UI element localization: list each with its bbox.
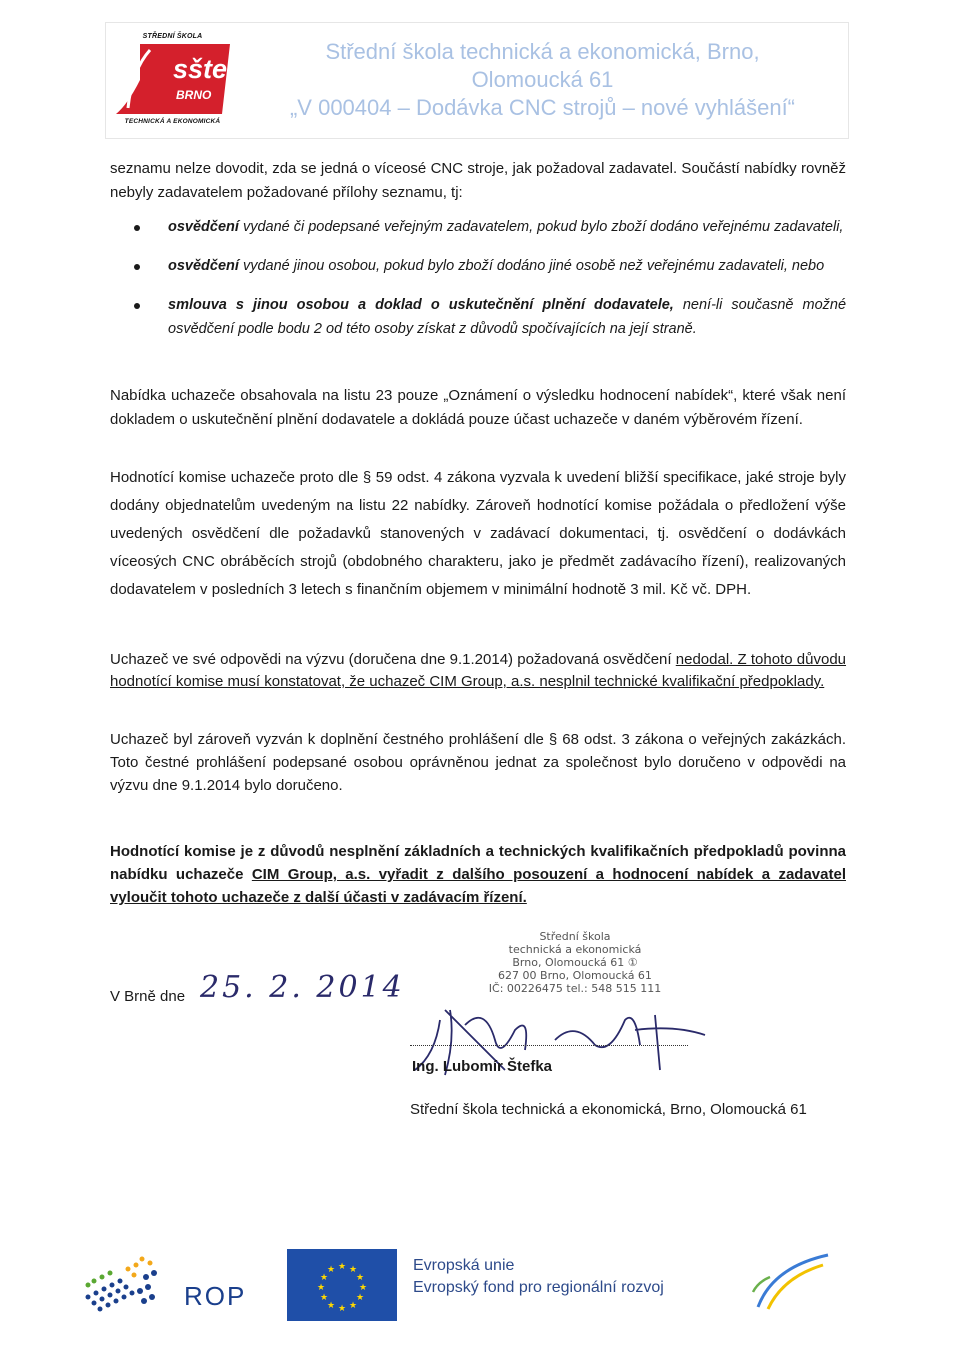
school-stamp (480, 930, 670, 995)
bullet-bold: osvědčení (168, 219, 239, 235)
logo-city-text: BRNO (176, 88, 212, 102)
bullet-bold: osvědčení (168, 258, 239, 274)
svg-text:★: ★ (358, 1283, 368, 1293)
school-logo (110, 30, 235, 130)
svg-text:★: ★ (337, 1304, 347, 1314)
footer-logos (0, 1235, 960, 1345)
eu-flag-icon (287, 1249, 397, 1321)
paragraph-cestne-prohlaseni: Uchazeč byl zároveň vyzván k doplnění čestného prohlášení dle § 68 odst. 3 zákona o veřejných zakázkách. Toto čestné prohlášení podepsané osobou oprávněnou jednat za společnost bylo doručeno v odpovědi na výzvu dne 9.1.2014 bylo doručeno. (110, 731, 846, 794)
eu-caption-line1: Evropská unie (413, 1257, 515, 1274)
header-title-line1: Střední škola technická a ekonomická, Brno, (325, 39, 760, 64)
rop-text: ROP (184, 1281, 247, 1311)
svg-text:★: ★ (355, 1273, 365, 1283)
signer-organization: Střední škola technická a ekonomická, Brno, Olomoucká 61 (410, 1101, 807, 1118)
bullet-icon (134, 225, 140, 231)
decision-underlined: CIM Group, a.s. vyřadit z dalšího posouzení a hodnocení nabídek a zadavatel vyloučit tohoto uchazeče z další účasti v zadávacím řízení. (110, 866, 846, 906)
logo-top-text: STŘEDNÍ ŠKOLA (142, 33, 203, 40)
svg-text:★: ★ (337, 1262, 347, 1272)
svg-text:★: ★ (326, 1265, 336, 1275)
svg-text:★: ★ (326, 1301, 336, 1311)
paragraph-uchazec-text: Uchazeč ve své odpovědi na výzvu (doručena dne 9.1.2014) požadovaná osvědčení (110, 651, 676, 668)
logo-main-text: sšte (173, 54, 228, 84)
svg-text:★: ★ (319, 1273, 329, 1283)
stamp-line: Střední škola (539, 930, 611, 943)
stamp-line: IČ: 00226475 tel.: 548 515 111 (488, 982, 662, 995)
paragraph-nabidka: Nabídka uchazeče obsahovala na listu 23 pouze „Oznámení o výsledku hodnocení nabídek“, které však není dokladem o uskutečnění plnění dodavatele a dokládá pouze účast uchazeče v daném výběrovém řízení. (110, 387, 846, 428)
intro-paragraph: seznamu nelze dovodit, zda se jedná o víceosé CNC stroje, jak požadoval zadavatel. Součástí nabídky rovněž nebyly zadavatelem požadované přílohy seznamu, tj: (110, 160, 846, 201)
date-label: V Brně dne (110, 988, 186, 1005)
signer-name: Ing. Lubomír Štefka (412, 1058, 553, 1075)
list-item (110, 293, 846, 341)
eu-caption-line2: Evropský fond pro regionální rozvoj (413, 1279, 664, 1296)
stamp-line: 627 00 Brno, Olomoucká 61 (498, 969, 652, 982)
list-item (110, 254, 846, 278)
svg-text:★: ★ (319, 1293, 329, 1303)
paragraph-komise: Hodnotící komise uchazeče proto dle § 59 odst. 4 zákona vyzvala k uvedení bližší specifikace, jaké stroje byly dodány objednatelům uvedeným na listu 22 nabídky. Zároveň hodnotící komise požádala o předložení výše uvedených osvědčení dle požadavků stanovených v zadávací dokumentaci, tj. osvědčení o dodávkách víceosých CNC obráběcích strojů (obdobného charakteru, jako je předmět zadávacího řízení), realizovaných dodavatelem v posledních 3 letech s finančním objemem v minimální hodnotě 3 mil. Kč vč. DPH. (110, 469, 846, 598)
paragraph-uchazec-result (110, 649, 846, 693)
handwritten-date: 25. 2. 2014 (200, 970, 405, 1005)
stamp-line: Brno, Olomoucká 61 ① (512, 956, 638, 969)
paragraph-uchazec-underlined: nedodal. Z tohoto důvodu hodnotící komise musí konstatovat, že uchazeč CIM Group, a.s. nesplnil technické kvalifikační předpoklady. (110, 651, 847, 690)
header-title-line3: „V 000404 – Dodávka CNC strojů – nové vyhlášení“ (289, 95, 796, 120)
bullet-icon (134, 303, 140, 309)
svg-text:★: ★ (355, 1293, 365, 1303)
bullet-text: není-li současně možné osvědčení podle bodu 2 od této osoby získat z důvodů spočívajících na její straně. (168, 297, 847, 337)
stamp-line: technická a ekonomická (508, 943, 642, 956)
bullet-text: vydané či podepsané veřejným zadavatelem, pokud bylo zboží dodáno veřejnému zadavateli, (238, 219, 844, 235)
swoosh-logo-icon (748, 1247, 838, 1317)
bullet-text: vydané jinou osobou, pokud bylo zboží dodáno jiné osobě než veřejnému zadavateli, nebo (238, 258, 825, 274)
logo-bottom-text: TECHNICKÁ A EKONOMICKÁ (124, 118, 221, 125)
header-title (245, 38, 840, 122)
decision-text: Hodnotící komise je z důvodů nesplnění základních a technických kvalifikačních předpokladů povinna nabídku uchazeče (110, 843, 846, 883)
svg-text:★: ★ (348, 1301, 358, 1311)
header-title-line2: Olomoucká 61 (471, 67, 614, 92)
list-item (110, 215, 846, 239)
paragraph-decision (110, 840, 846, 909)
signature-line (410, 1045, 688, 1046)
svg-text:★: ★ (348, 1265, 358, 1275)
svg-text:★: ★ (316, 1283, 326, 1293)
bullet-bold: smlouva s jinou osobou a doklad o uskutečnění plnění dodavatele, (168, 297, 674, 313)
bullet-list (110, 215, 846, 356)
bullet-icon (134, 264, 140, 270)
eu-caption (413, 1255, 664, 1299)
